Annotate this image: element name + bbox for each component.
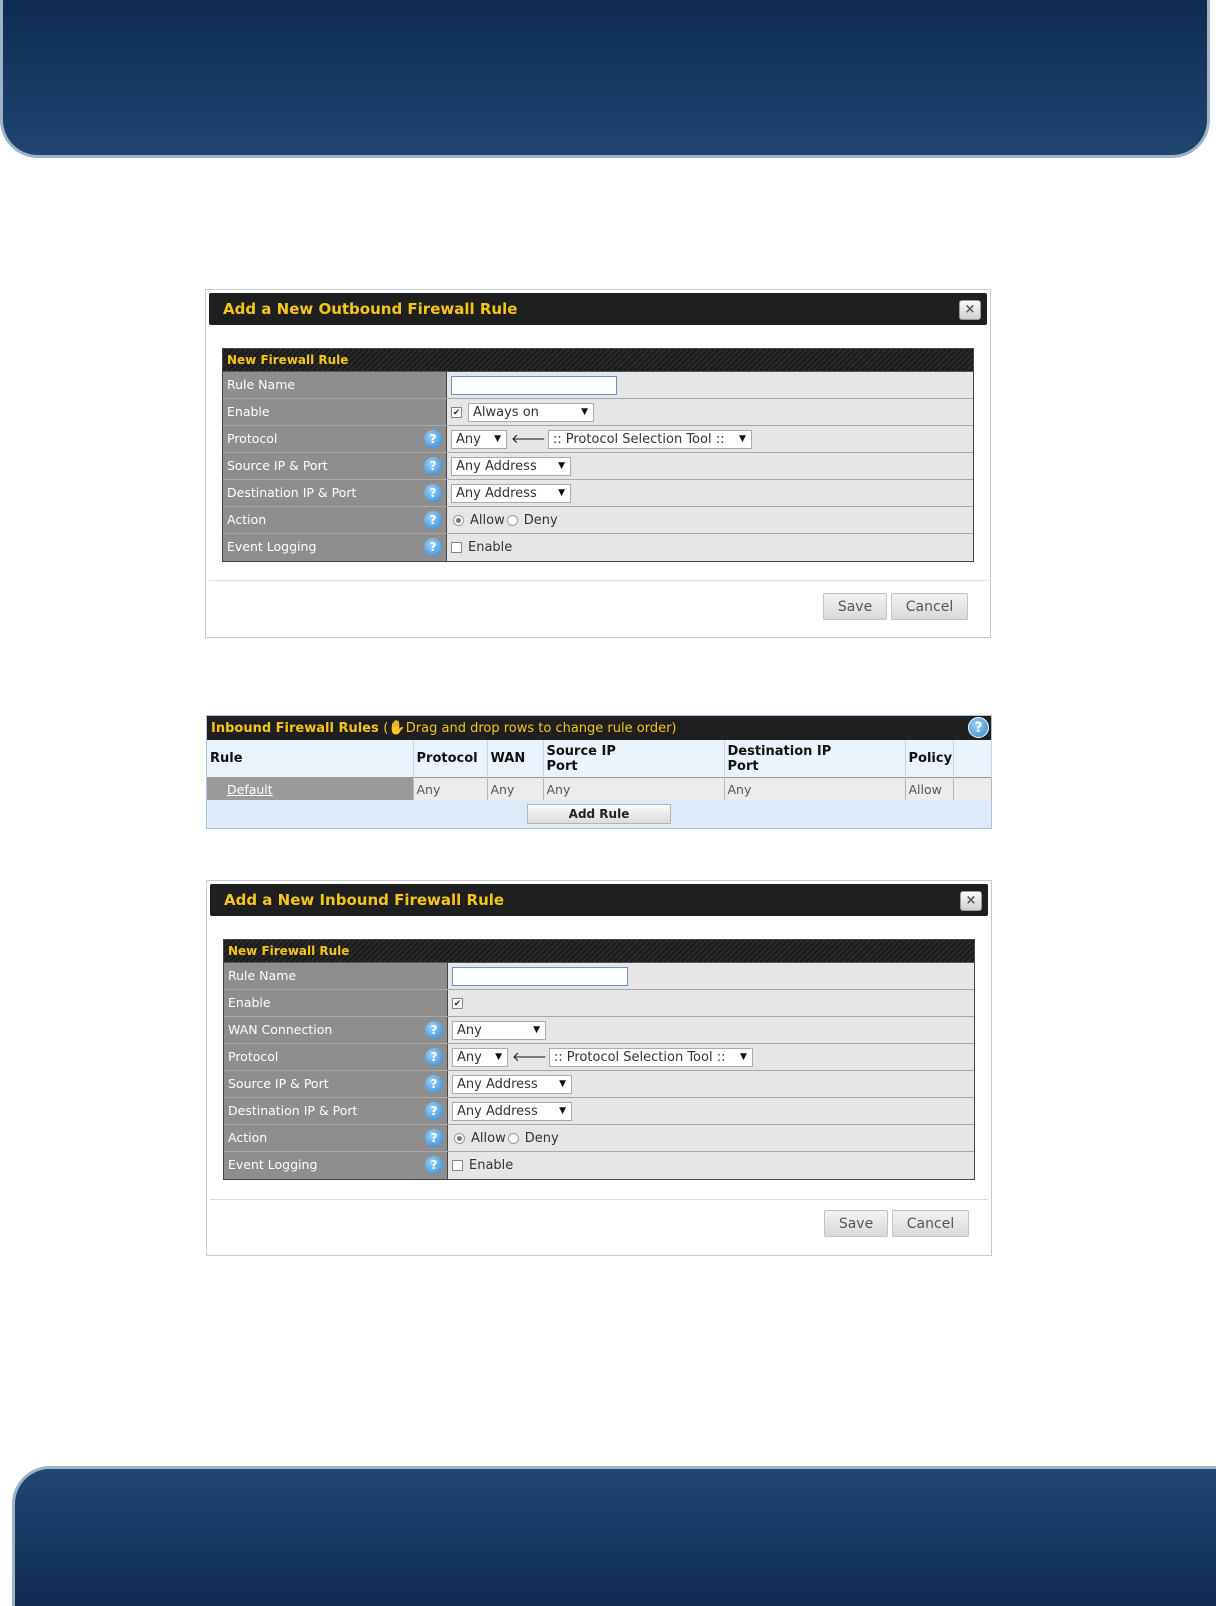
chevron-down-icon: ▼ [558,487,565,498]
event-logging-label [223,534,447,561]
deny-label: Deny [523,512,558,528]
help-icon[interactable]: ? [424,430,442,448]
outbound-rule-dialog [205,289,991,638]
destination-select[interactable] [452,1102,572,1121]
action-label-text: Action [228,1130,268,1145]
protocol-select[interactable] [452,1048,508,1067]
allow-radio[interactable] [454,1133,465,1144]
rule-name-row [224,963,974,990]
chevron-down-icon: ▼ [494,433,501,444]
help-icon[interactable]: ? [425,1075,443,1093]
inbound-rules-table [207,740,992,800]
destination-select-value: Any Address [457,1103,538,1119]
enable-row [224,990,974,1017]
source-select[interactable] [452,1075,572,1094]
rule-name-label: Rule Name [223,372,447,398]
col-extra [953,740,991,778]
event-logging-checkbox[interactable] [451,542,462,553]
col-destination [724,740,905,778]
action-row [223,507,973,534]
save-button[interactable]: Save [824,1210,888,1237]
drag-hand-icon: ✋ [388,720,406,736]
help-icon[interactable]: ? [968,717,989,738]
protocol-label [223,426,447,452]
deny-radio[interactable] [508,1133,519,1144]
wan-select-value: Any [457,1022,482,1038]
footer-banner [12,1466,1216,1606]
protocol-label-text: Protocol [227,431,278,446]
rule-name-input[interactable] [451,376,617,395]
deny-label: Deny [524,1130,559,1146]
cell-extra [953,778,991,801]
protocol-tool-value: :: Protocol Selection Tool :: [553,1049,726,1065]
drag-note: Drag and drop rows to change rule order) [405,721,677,736]
source-select[interactable] [451,457,571,476]
cell-destination: Any [724,778,905,801]
destination-label-text: Destination IP & Port [227,485,357,500]
dialog-title-bar [210,884,988,916]
source-select-value: Any Address [457,1076,538,1092]
chevron-down-icon: ▼ [581,406,588,417]
close-icon[interactable]: × [959,300,981,320]
enable-checkbox[interactable]: ✔ [452,407,461,418]
source-row [223,453,973,480]
cell-policy: Allow [905,778,953,801]
help-icon[interactable]: ? [425,1102,443,1120]
protocol-label [224,1044,448,1070]
col-source-line1: Source IP [546,743,616,759]
header-banner [0,0,1210,158]
protocol-tool-select[interactable] [549,1048,753,1067]
help-icon[interactable]: ? [424,484,442,502]
source-row [224,1071,974,1098]
event-logging-enable-label: Enable [468,540,513,555]
chevron-down-icon: ▼ [739,1051,747,1062]
protocol-tool-value: :: Protocol Selection Tool :: [552,431,725,447]
chevron-down-icon: ▼ [533,1024,540,1035]
help-icon[interactable]: ? [425,1129,443,1147]
event-logging-checkbox[interactable] [452,1160,463,1171]
new-firewall-rule-form [222,348,974,562]
col-wan: WAN [487,740,543,778]
cancel-button[interactable]: Cancel [892,1210,969,1237]
event-logging-row [224,1152,974,1179]
enable-label: Enable [223,399,447,425]
col-source-line2: Port [546,758,578,774]
col-protocol: Protocol [413,740,487,778]
col-destination-line1: Destination IP [727,743,832,759]
form-section-title: New Firewall Rule [224,940,974,963]
protocol-select[interactable] [451,430,507,449]
rule-name-input[interactable] [452,967,628,986]
destination-select[interactable] [451,484,571,503]
event-logging-label-text: Event Logging [227,539,317,554]
col-destination-line2: Port [727,758,759,774]
protocol-row [224,1044,974,1071]
help-icon[interactable]: ? [425,1021,443,1039]
schedule-select[interactable] [468,403,594,422]
source-label [224,1071,448,1097]
chevron-down-icon: ▼ [558,460,565,471]
enable-label: Enable [224,990,448,1016]
save-button[interactable]: Save [823,593,887,620]
protocol-row [223,426,973,453]
dialog-title: Add a New Inbound Firewall Rule [224,891,505,909]
help-icon[interactable]: ? [424,538,442,556]
inbound-rules-panel [206,715,992,829]
destination-label-text: Destination IP & Port [228,1103,358,1118]
form-section-title: New Firewall Rule [223,349,973,372]
action-row [224,1125,974,1152]
wan-connection-row [224,1017,974,1044]
inbound-rules-header [207,716,991,740]
action-label-text: Action [227,512,267,527]
source-label-text: Source IP & Port [227,458,328,473]
destination-row [223,480,973,507]
col-rule: Rule [207,740,413,778]
col-policy: Policy [905,740,953,778]
enable-checkbox[interactable]: ✔ [453,998,462,1009]
inbound-rule-dialog [206,880,992,1256]
destination-label [223,480,447,506]
cancel-button[interactable]: Cancel [891,593,968,620]
dialog-title-bar [209,293,987,325]
wan-connection-label-text: WAN Connection [228,1022,333,1037]
protocol-select-value: Any [457,1049,482,1065]
inbound-rules-title: Inbound Firewall Rules [211,721,379,736]
action-label [224,1125,448,1151]
help-icon[interactable]: ? [424,457,442,475]
arrow-left-icon: 🡐 [512,1050,547,1065]
allow-label: Allow [470,512,505,528]
event-logging-row [223,534,973,561]
wan-select[interactable] [452,1021,546,1040]
new-firewall-rule-form [223,939,975,1180]
destination-select-value: Any Address [456,485,537,501]
wan-connection-label [224,1017,448,1043]
protocol-select-value: Any [456,431,481,447]
chevron-down-icon: ▼ [738,433,746,444]
arrow-left-icon: 🡐 [511,432,546,447]
rule-name-row [223,372,973,399]
help-icon[interactable]: ? [425,1048,443,1066]
destination-row [224,1098,974,1125]
chevron-down-icon: ▼ [495,1051,502,1062]
divider [210,1199,988,1200]
help-icon[interactable]: ? [425,1156,443,1174]
event-logging-enable-label: Enable [469,1158,514,1173]
help-icon[interactable]: ? [424,511,442,529]
paren: ( [383,721,389,736]
cell-wan: Any [487,778,543,801]
destination-label [224,1098,448,1124]
allow-radio[interactable] [453,515,464,526]
schedule-select-value: Always on [473,404,539,420]
protocol-tool-select[interactable] [548,430,752,449]
source-select-value: Any Address [456,458,537,474]
allow-label: Allow [471,1130,506,1146]
col-source [543,740,724,778]
divider [209,580,987,581]
deny-radio[interactable] [507,515,518,526]
event-logging-label [224,1152,448,1179]
protocol-label-text: Protocol [228,1049,279,1064]
dialog-title: Add a New Outbound Firewall Rule [223,300,518,318]
rule-link[interactable]: Default [207,778,413,801]
action-label [223,507,447,533]
enable-row [223,399,973,426]
source-label [223,453,447,479]
cell-protocol: Any [413,778,487,801]
table-row[interactable] [207,778,991,801]
source-label-text: Source IP & Port [228,1076,329,1091]
event-logging-label-text: Event Logging [228,1157,318,1172]
chevron-down-icon: ▼ [559,1078,566,1089]
rule-name-label: Rule Name [224,963,448,989]
close-icon[interactable]: × [960,891,982,911]
chevron-down-icon: ▼ [559,1105,566,1116]
cell-source: Any [543,778,724,801]
add-rule-button[interactable]: Add Rule [527,804,671,824]
table-header-row [207,740,991,778]
